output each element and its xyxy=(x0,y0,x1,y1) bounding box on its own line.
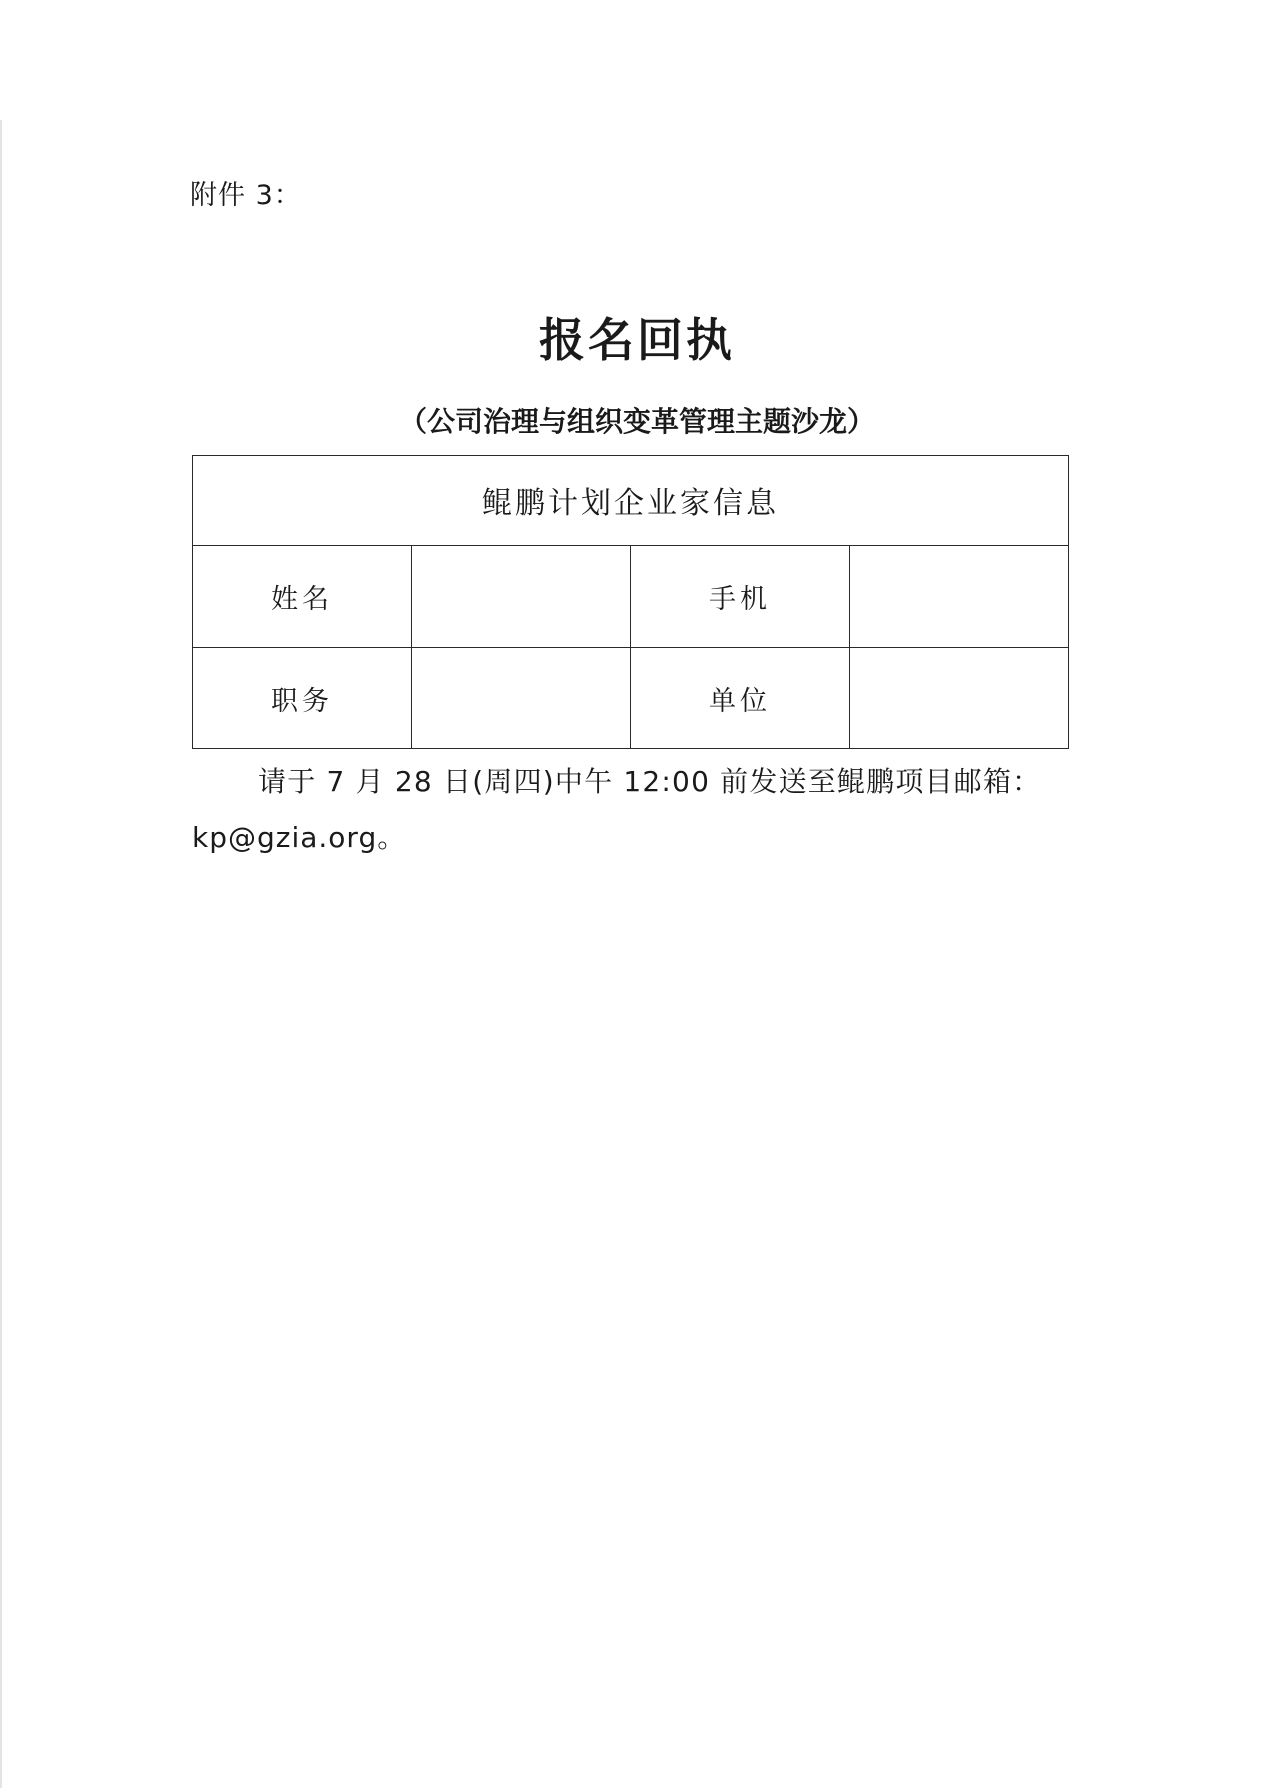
phone-label: 手机 xyxy=(631,545,850,648)
name-field[interactable] xyxy=(412,545,631,648)
registration-form-table xyxy=(192,455,1069,749)
phone-field[interactable] xyxy=(850,545,1069,648)
page-edge-shadow xyxy=(0,120,2,1788)
form-row-position-company xyxy=(193,648,1069,749)
form-header-cell: 鲲鹏计划企业家信息 xyxy=(193,456,1069,546)
page-subtitle: （公司治理与组织变革管理主题沙龙） xyxy=(398,405,875,438)
company-label: 单位 xyxy=(631,648,850,749)
form-header-row xyxy=(193,456,1069,546)
attachment-label: 附件 3： xyxy=(190,180,302,211)
submission-note: 请于 7 月 28 日(周四)中午 12:00 前发送至鲲鹏项目邮箱： xyxy=(258,765,1042,798)
position-field[interactable] xyxy=(412,648,631,749)
form-row-name-phone xyxy=(193,545,1069,648)
submission-email: kp@gzia.org。 xyxy=(192,821,407,854)
position-label: 职务 xyxy=(193,648,412,749)
company-field[interactable] xyxy=(850,648,1069,749)
page-title: 报名回执 xyxy=(539,313,735,367)
name-label: 姓名 xyxy=(193,545,412,648)
